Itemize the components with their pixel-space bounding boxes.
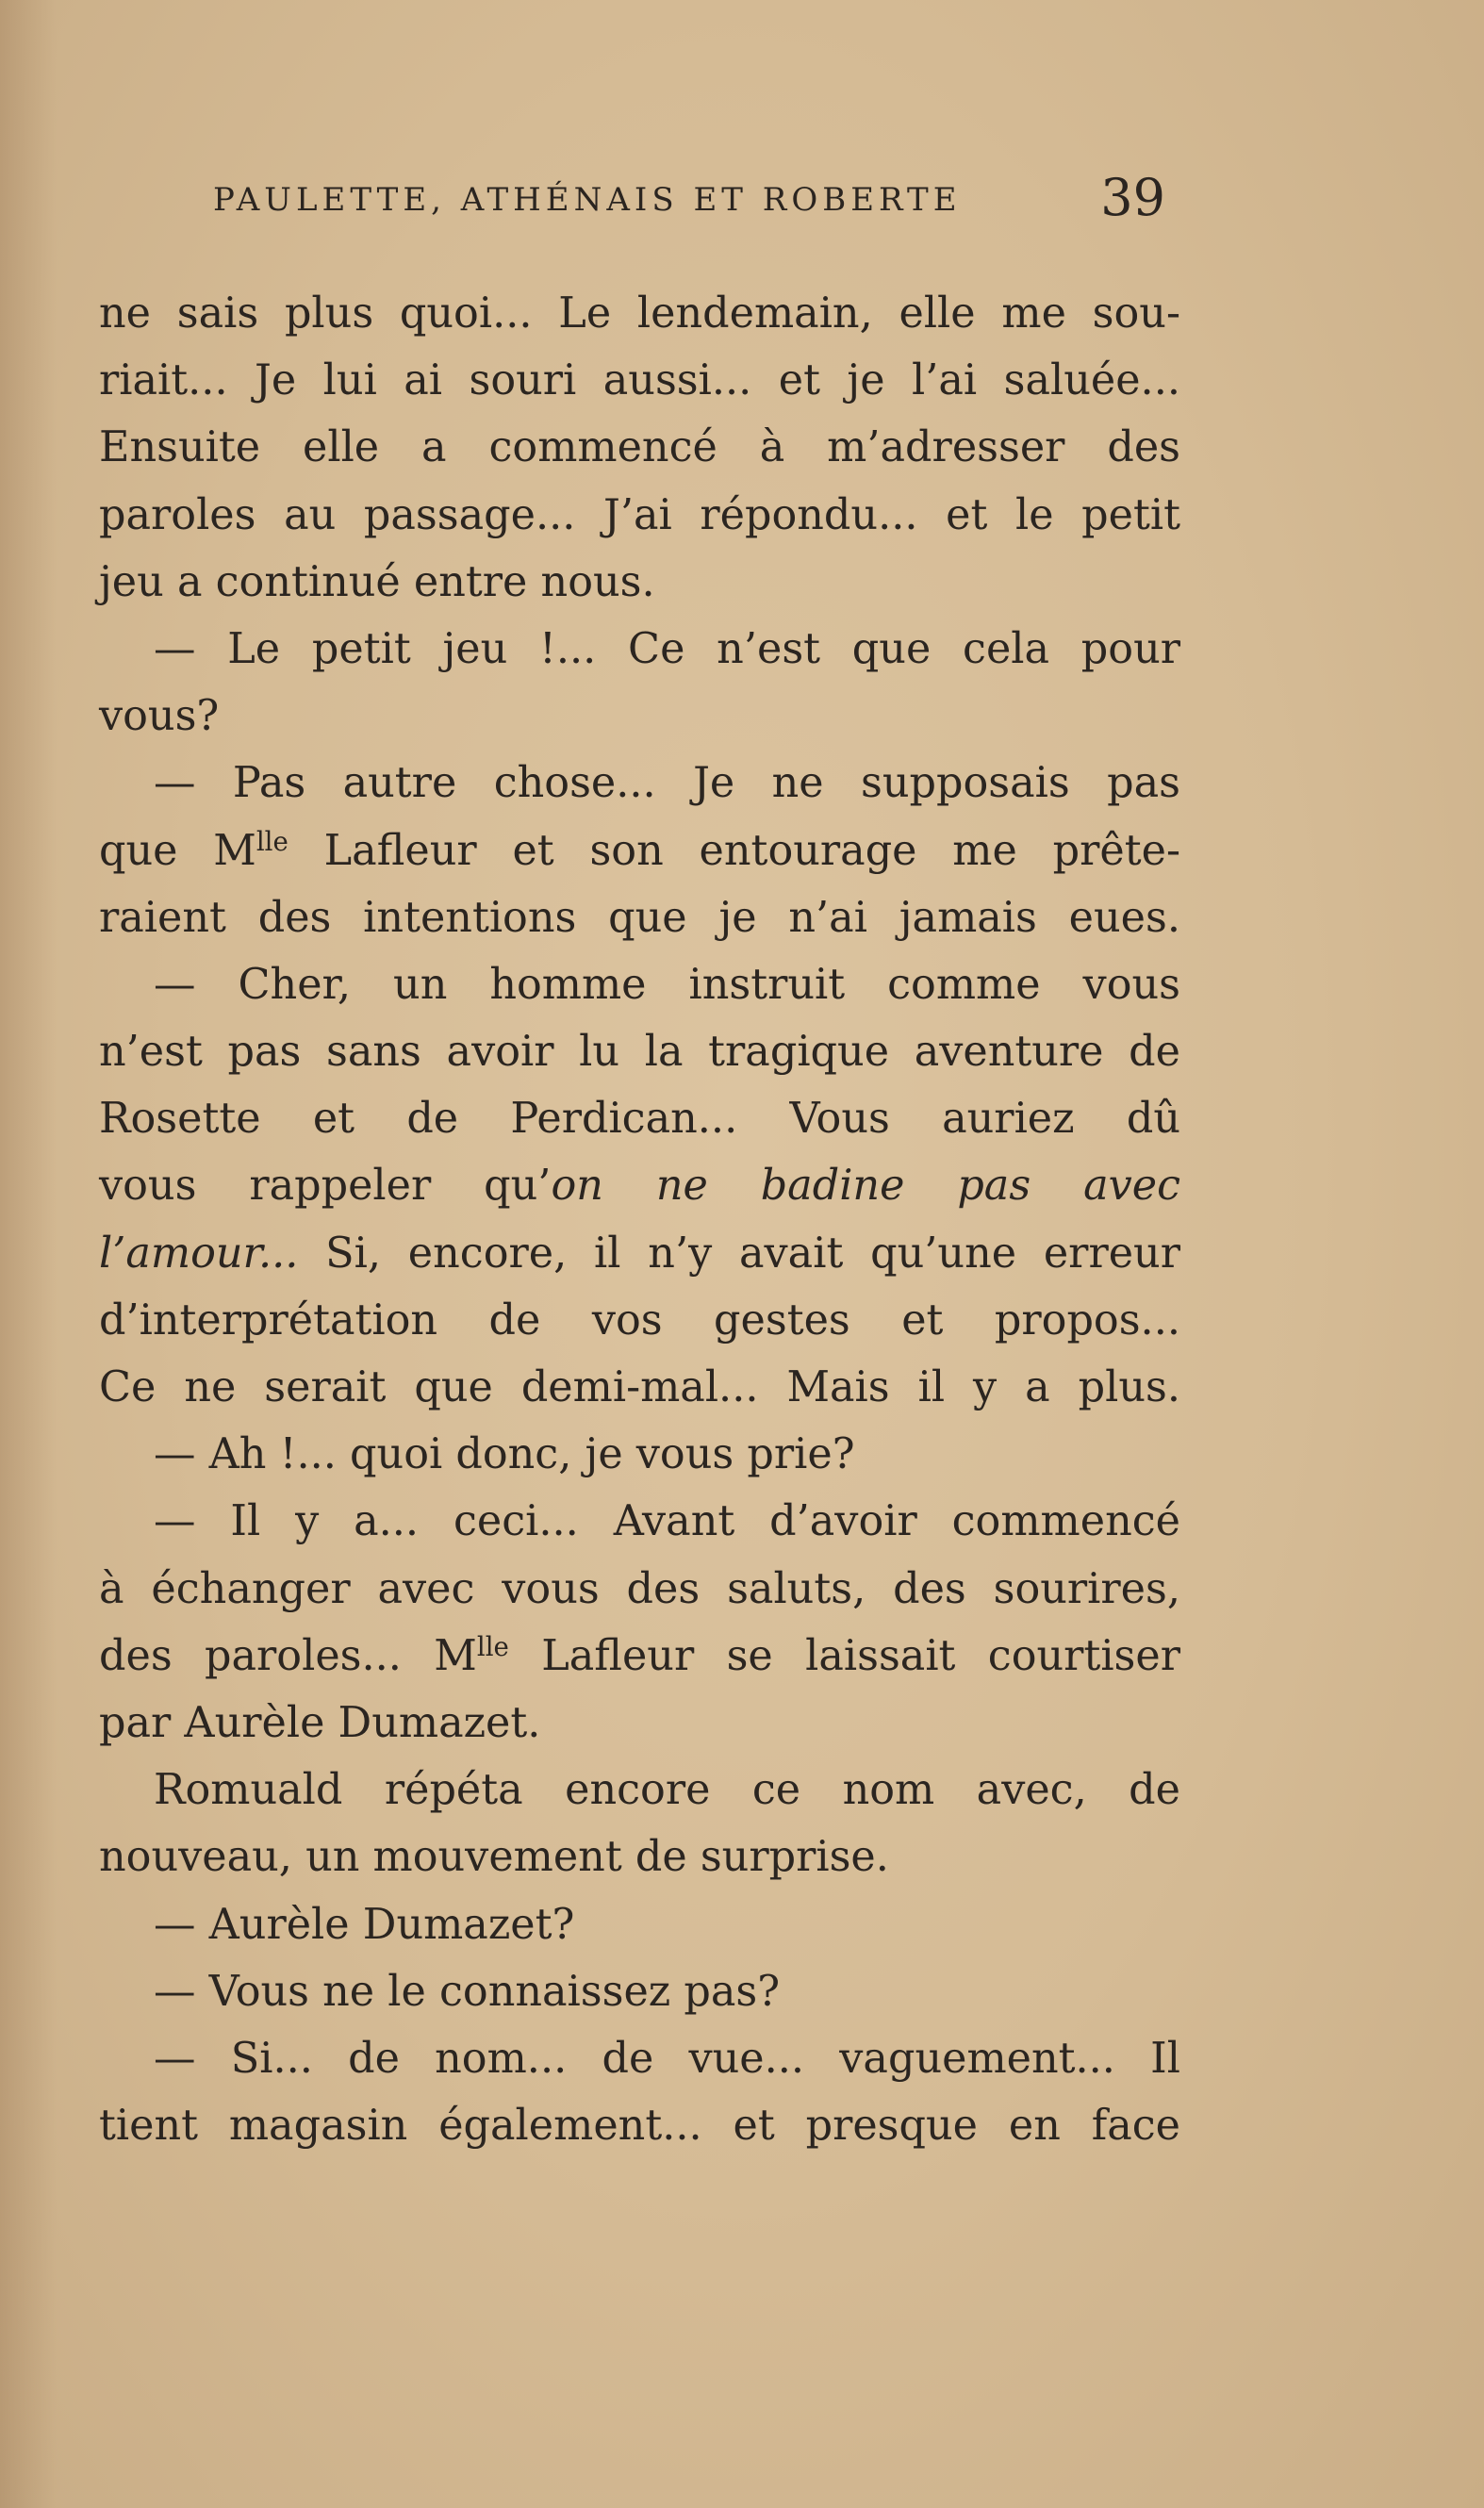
body-text	[99, 280, 1180, 2159]
text-line: riait... Je lui ai souri aussi... et je l’ai saluée...	[99, 356, 1180, 405]
text-line: paroles au passage... J’ai répondu... et le petit	[99, 490, 1180, 539]
text-line: — Vous ne le connaissez pas?	[154, 1967, 781, 2016]
text-line: n’est pas sans avoir lu la tragique aventure de	[99, 1028, 1180, 1077]
text-line: ne sais plus quoi... Le lendemain, elle me sou-	[99, 289, 1180, 338]
text-line: vous rappeler qu’on ne badine pas avec	[99, 1162, 1180, 1211]
text-line: — Si... de nom... de vue... vaguement... Il	[154, 2034, 1180, 2083]
page-header	[213, 160, 1165, 236]
text-line: — Cher, un homme instruit comme vous	[154, 960, 1180, 1009]
text-line: — Pas autre chose... Je ne supposais pas	[154, 759, 1180, 808]
text-line: que $M^{lle}$ Lafleur et son entourage me prête-	[99, 825, 1180, 875]
text-line: vous?	[99, 692, 220, 741]
text-line: à échanger avec vous des saluts, des sourires,	[99, 1564, 1180, 1613]
text-line: nouveau, un mouvement de surprise.	[99, 1833, 889, 1882]
text-line: des paroles... $M^{lle}$ Lafleur se laissait courtiser	[99, 1630, 1180, 1680]
text-line: Ensuite elle a commencé à m’adresser des	[99, 423, 1180, 472]
text-line: Rosette et de Perdican... Vous auriez dû	[99, 1095, 1180, 1144]
text-line: d’interprétation de vos gestes et propos...	[99, 1295, 1180, 1345]
text-line: l’amour... Si, encore, il n’y avait qu’une erreur	[99, 1229, 1180, 1278]
text-line: — Le petit jeu !... Ce n’est que cela pour	[154, 624, 1180, 673]
text-line: — Il y a... ceci... Avant d’avoir commencé	[154, 1497, 1180, 1546]
text-line: raient des intentions que je n’ai jamais eues.	[99, 893, 1180, 942]
text-line: Romuald répéta encore ce nom avec, de	[154, 1766, 1180, 1815]
running-title: PAULETTE, ATHÉNAIS ET ROBERTE	[213, 181, 962, 219]
text-line: — Aurèle Dumazet?	[154, 1900, 575, 1949]
text-line: — Ah !... quoi donc, je vous prie?	[154, 1430, 855, 1479]
text-line: tient magasin également... et presque en face	[99, 2102, 1180, 2151]
text-line: jeu a continué entre nous.	[99, 557, 655, 606]
text-line: par Aurèle Dumazet.	[99, 1698, 541, 1747]
text-line: Ce ne serait que demi-mal... Mais il y a plus.	[99, 1363, 1180, 1411]
page-number: 39	[1100, 168, 1165, 227]
